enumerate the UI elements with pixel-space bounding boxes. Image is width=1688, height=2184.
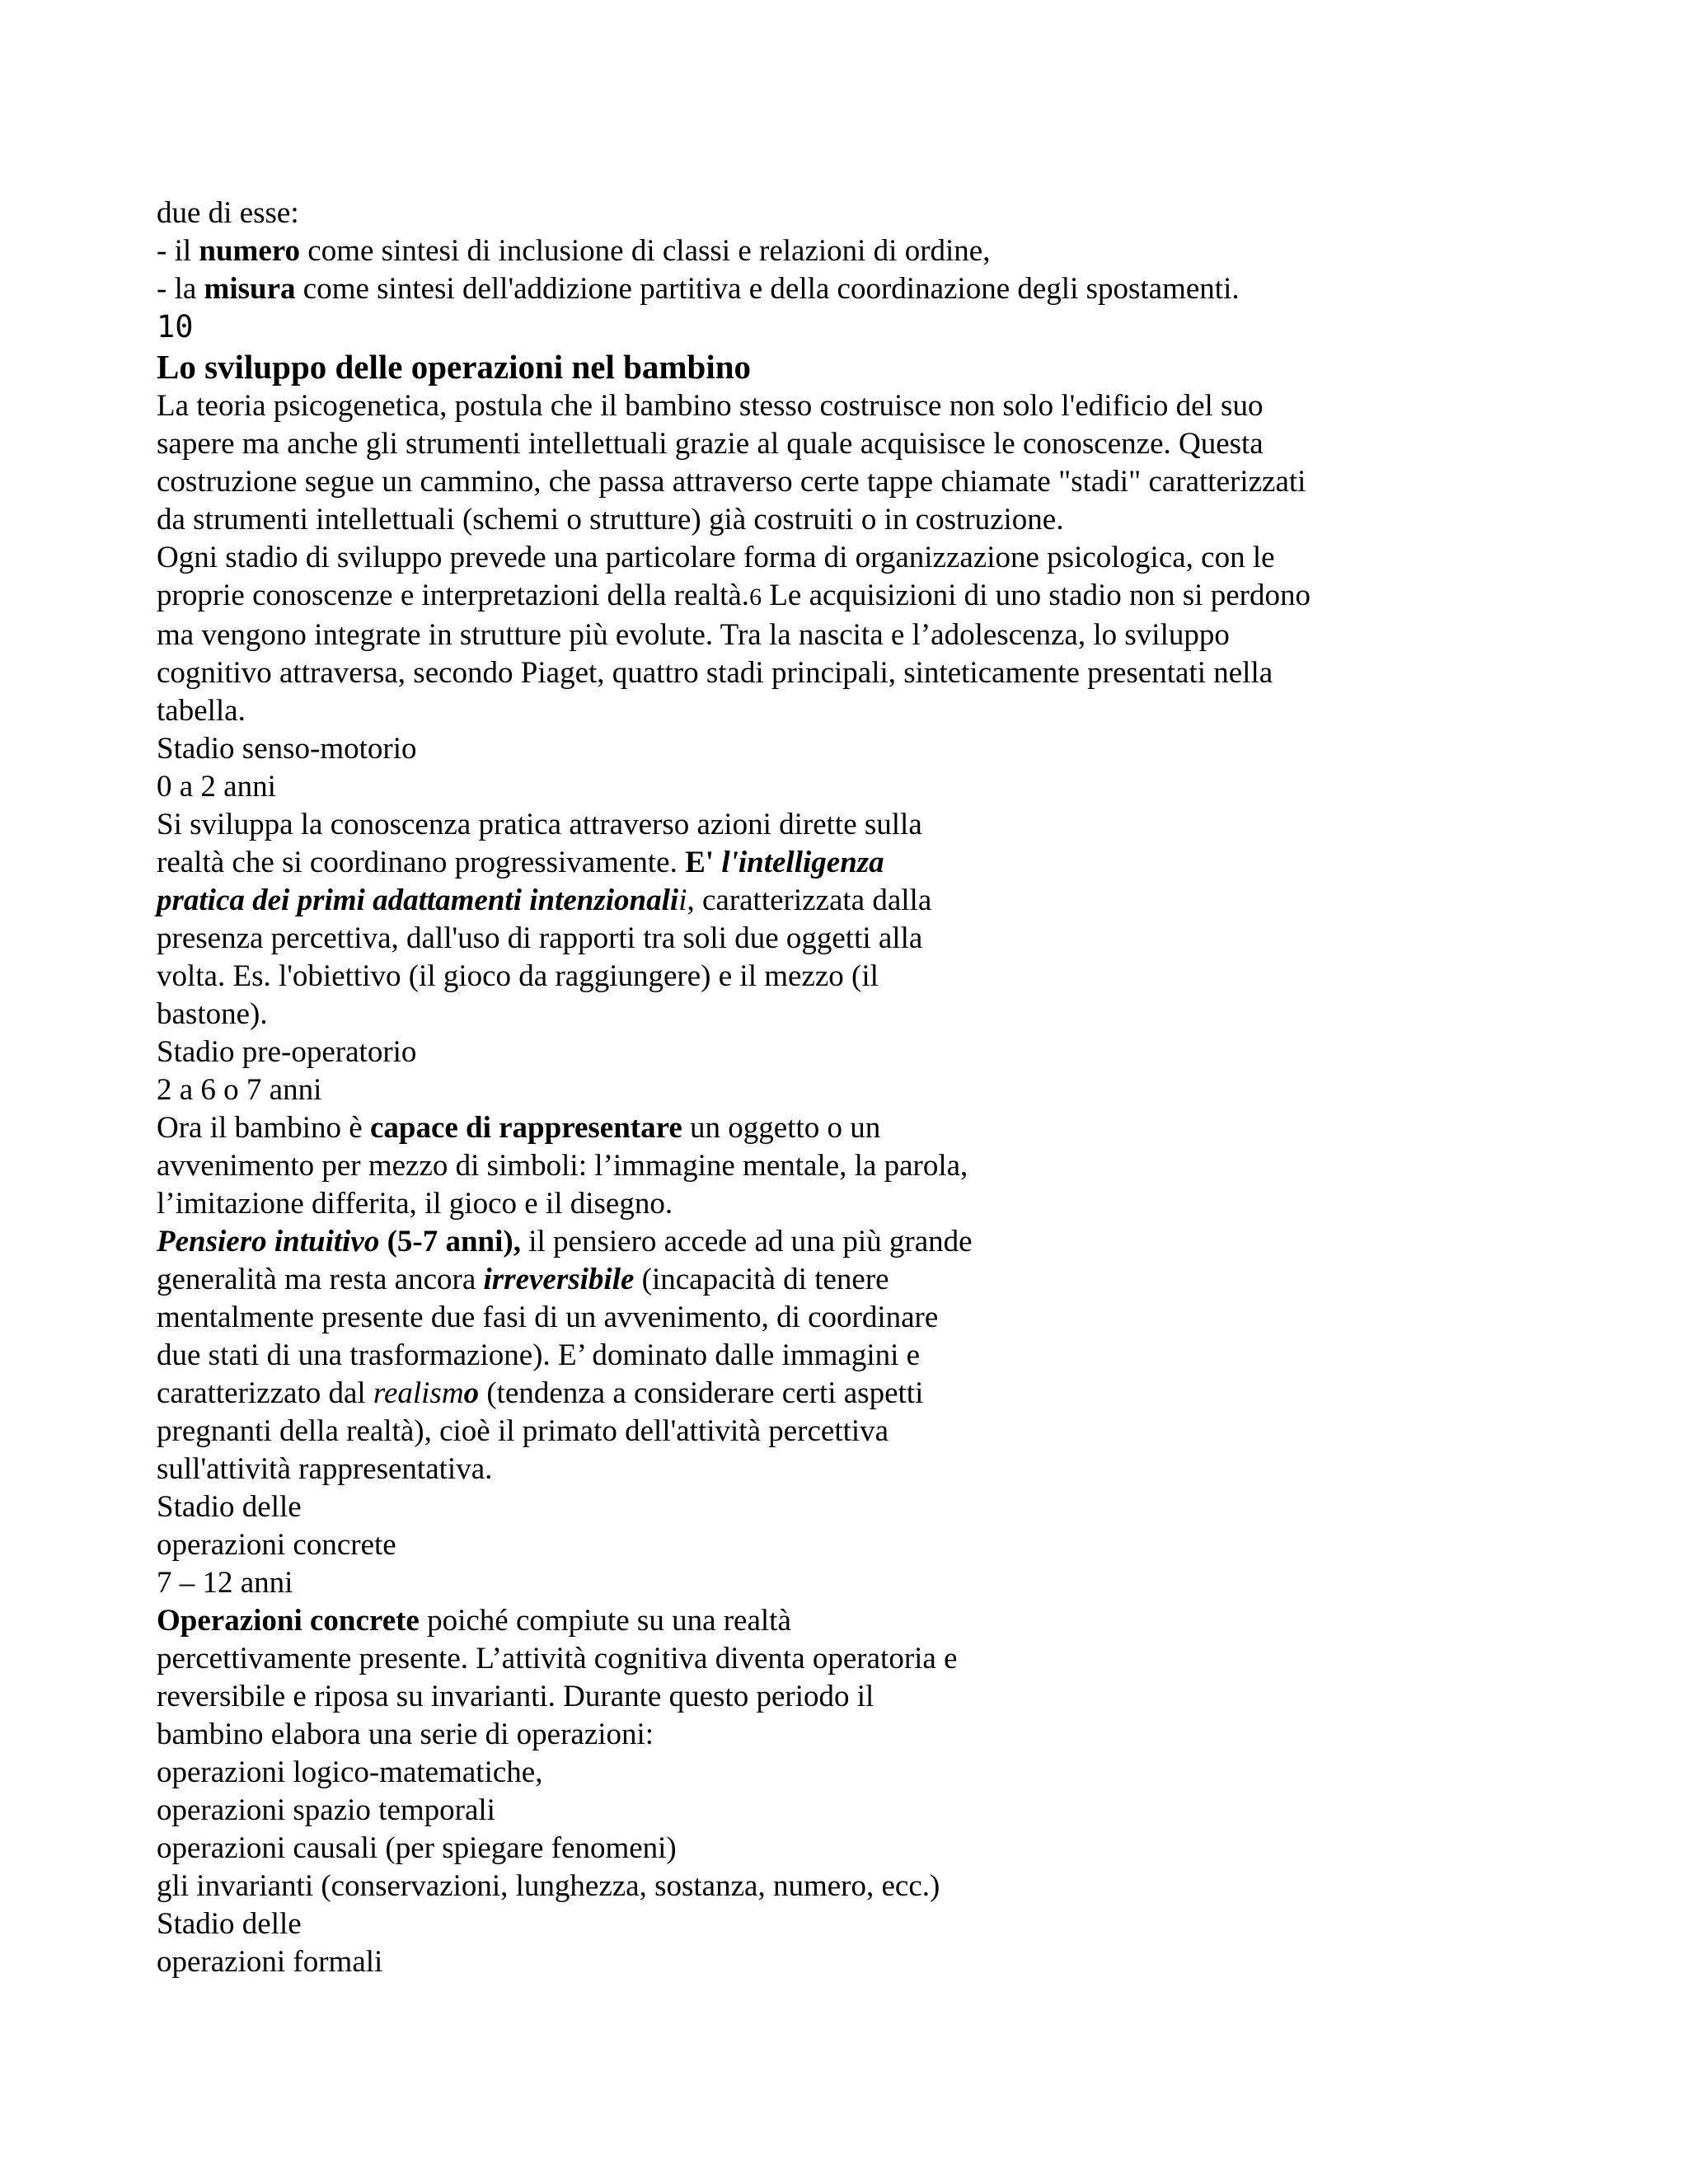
stage-description-line: pregnanti della realtà), cioè il primato dell'attività percettiva [157, 1414, 889, 1448]
stage-text: realtà che si coordinano progressivamente. [157, 846, 686, 879]
stage-description-line: Si sviluppa la conoscenza pratica attraverso azioni dirette sulla [157, 808, 922, 841]
list-item: operazioni logico-matematiche, [157, 1755, 543, 1789]
stage-description-line: bastone). [157, 997, 268, 1031]
list-item: operazioni causali (per spiegare fenomeni) [157, 1831, 677, 1865]
intro-text: due di esse: [157, 196, 299, 230]
paragraph-line: Ogni stadio di sviluppo prevede una particolare forma di organizzazione psicologica, con le [157, 541, 1275, 574]
stage-description-line: sull'attività rappresentativa. [157, 1452, 493, 1486]
page-content [157, 194, 1558, 1981]
stage-emphasis: Pensiero intuitivo [157, 1225, 380, 1258]
intro-text: come sintesi dell'addizione partitiva e della coordinazione degli spostamenti. [295, 272, 1240, 306]
stage-description-line: volta. Es. l'obiettivo (il gioco da raggiungere) e il mezzo (il [157, 959, 879, 993]
stage-text: (tendenza a considerare certi aspetti [479, 1376, 924, 1410]
stage-description-line: avvenimento per mezzo di simboli: l’immagine mentale, la parola, [157, 1149, 968, 1183]
stage-description-line [157, 1109, 1558, 1147]
stage-name: Stadio delle [157, 1907, 302, 1941]
stage-name: operazioni formali [157, 1945, 383, 1979]
stage-text: , caratterizzata dalla [687, 883, 932, 917]
stage-description-line: percettivamente presente. L’attività cognitiva diventa operatoria e [157, 1642, 958, 1675]
list-item: operazioni spazio temporali [157, 1793, 495, 1827]
paragraph-text: proprie conoscenze e interpretazioni della realtà. [157, 579, 750, 612]
stage-emphasis: l'intelligenza [721, 846, 884, 879]
stage-name: Stadio senso-motorio [157, 732, 417, 766]
paragraph-line: costruzione segue un cammino, che passa attraverso certe tappe chiamate "stadi" caratterizzati [157, 465, 1306, 499]
paragraph-line: tabella. [157, 694, 246, 728]
stage-description-line: l’imitazione differita, il gioco e il disegno. [157, 1187, 673, 1221]
stage-emphasis: i [678, 883, 687, 917]
stage-text: poiché compiute su una realtà [419, 1604, 791, 1638]
stage-text: il pensiero accede ad una più grande [520, 1225, 973, 1258]
stage-description-line: due stati di una trasformazione). E’ dominato dalle immagini e [157, 1338, 921, 1372]
stage-text: caratterizzato dal [157, 1376, 373, 1410]
paragraph-text: Le acquisizioni di uno stadio non si perdono [762, 579, 1311, 612]
stage-description-line [157, 882, 1558, 920]
stage-description-line [157, 1602, 1558, 1640]
footnote-marker: 6 [749, 583, 762, 611]
stage-description-line: presenza percettiva, dall'uso di rapporti tra soli due oggetti alla [157, 921, 923, 955]
stage-emphasis: E' [685, 846, 722, 879]
stage-emphasis: irreversibile [483, 1263, 635, 1296]
stage-emphasis: o [463, 1376, 480, 1410]
stage-emphasis: realism [373, 1376, 464, 1410]
section-heading: Lo sviluppo delle operazioni nel bambino [157, 348, 752, 386]
term-misura: misura [204, 272, 296, 306]
intro-line-3 [157, 270, 1558, 308]
stage-name: Stadio pre-operatorio [157, 1035, 417, 1069]
stage-description-line [157, 844, 1558, 882]
stage-description-line [157, 1223, 1558, 1261]
paragraph-line: La teoria psicogenetica, postula che il bambino stesso costruisce non solo l'edificio del suo [157, 389, 1264, 423]
stage-emphasis: Operazioni concrete [157, 1604, 420, 1638]
stage-description-line [157, 1375, 1558, 1413]
stage-age: 7 – 12 anni [157, 1566, 293, 1600]
stage-emphasis: (5-7 anni), [379, 1225, 521, 1258]
stage-name: Stadio delle [157, 1490, 302, 1524]
stage-description-line: mentalmente presente due fasi di un avvenimento, di coordinare [157, 1301, 939, 1334]
list-item: gli invarianti (conservazioni, lunghezza, sostanza, numero, ecc.) [157, 1869, 940, 1903]
stage-text: generalità ma resta ancora [157, 1263, 484, 1296]
paragraph-line: cognitivo attraversa, secondo Piaget, quattro stadi principali, sinteticamente presentati nella [157, 656, 1273, 690]
stage-description-line [157, 1261, 1558, 1299]
stage-text: (incapacità di tenere [634, 1263, 889, 1296]
stage-text: un oggetto o un [682, 1111, 881, 1145]
stage-description-line: bambino elabora una serie di operazioni: [157, 1718, 654, 1751]
stage-emphasis: pratica dei primi adattamenti intenzionali [157, 883, 679, 917]
page-number: 10 [157, 309, 194, 344]
stage-age: 2 a 6 o 7 anni [157, 1073, 322, 1107]
stage-age: 0 a 2 anni [157, 770, 276, 804]
intro-line-2 [157, 232, 1558, 270]
intro-text: come sintesi di inclusione di classi e relazioni di ordine, [300, 234, 991, 268]
paragraph-line: sapere ma anche gli strumenti intellettuali grazie al quale acquisisce le conoscenze. Questa [157, 427, 1264, 461]
stage-text: Ora il bambino è [157, 1111, 370, 1145]
paragraph-line: da strumenti intellettuali (schemi o strutture) già costruiti o in costruzione. [157, 503, 1064, 537]
term-numero: numero [199, 234, 301, 268]
stage-name: operazioni concrete [157, 1528, 396, 1562]
paragraph-line: ma vengono integrate in strutture più evolute. Tra la nascita e l’adolescenza, lo sviluppo [157, 618, 1230, 652]
paragraph-line [157, 577, 1558, 616]
stage-emphasis: capace di rappresentare [369, 1111, 682, 1145]
intro-text: - la [157, 272, 204, 306]
intro-text: - il [157, 234, 199, 268]
stage-description-line: reversibile e riposa su invarianti. Durante questo periodo il [157, 1680, 874, 1713]
intro-line-1 [157, 194, 1558, 232]
